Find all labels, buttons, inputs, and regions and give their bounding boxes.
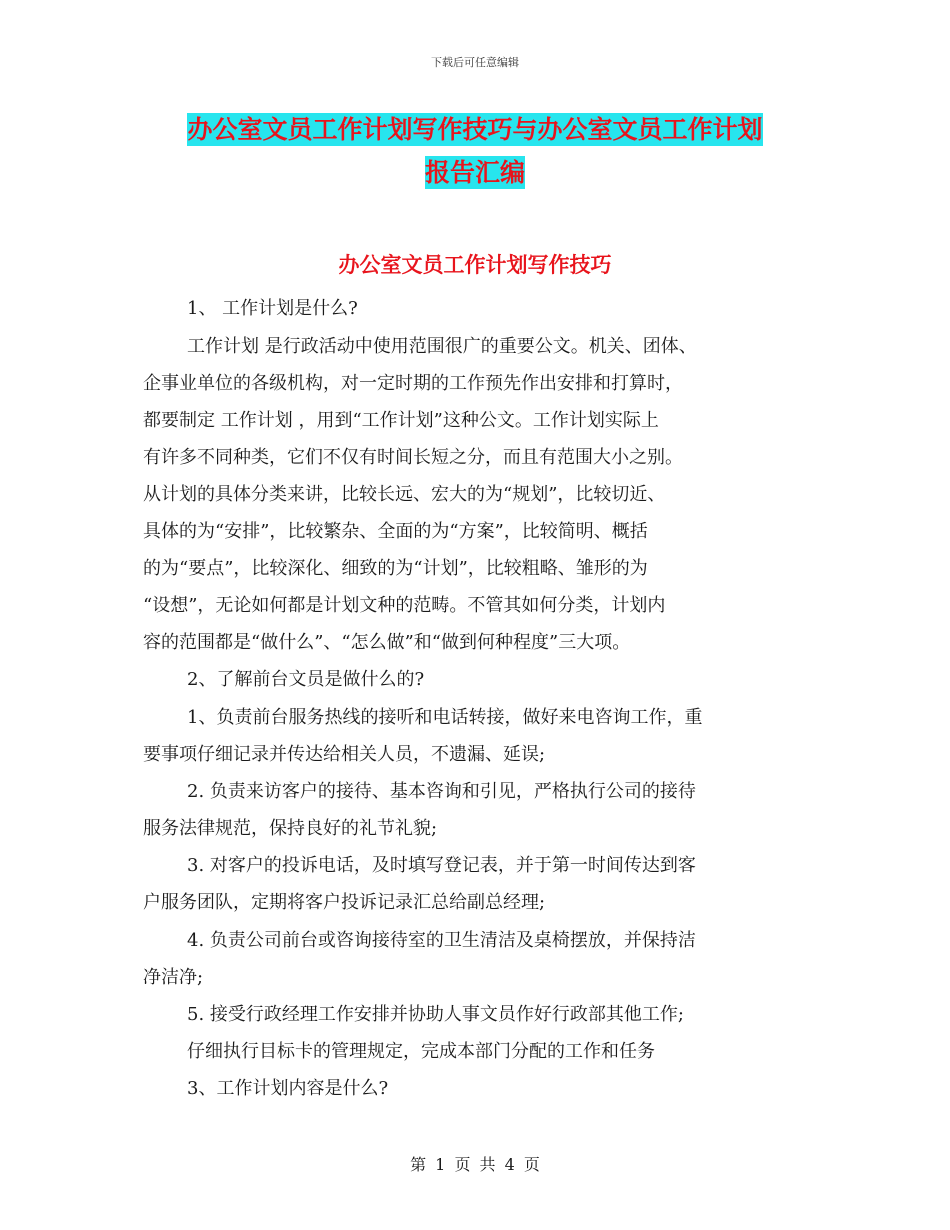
header-note: 下载后可任意编辑 [431,56,519,69]
paragraph-line: 2、了解前台文员是做什么的? [187,669,425,690]
paragraph-line: 从计划的具体分类来讲，比较长远、宏大的为“规划”，比较切近、 [143,484,666,505]
paragraph-line: 仔细执行目标卡的管理规定，完成本部门分配的工作和任务 [187,1041,655,1062]
paragraph-line: 工作计划 是行政活动中使用范围很广的重要公文。机关、团体、 [187,336,697,357]
paragraph-line: 的为“要点”，比较深化、细致的为“计划”，比较粗略、雏形的为 [143,558,648,579]
paragraph-line: 净洁净; [143,967,204,988]
paragraph-line: 3、工作计划内容是什么? [187,1078,389,1099]
page-footer: 第 1 页 共 4 页 [410,1155,540,1174]
paragraph-line: 容的范围都是“做什么”、“怎么做”和“做到何种程度”三大项。 [143,632,631,653]
document-title-line-1 [0,113,950,147]
document-title-text-1: 办公室文员工作计划写作技巧与办公室文员工作计划 [187,115,763,144]
document-title-line-2 [0,156,950,190]
paragraph-line: 3. 对客户的投诉电话，及时填写登记表，并于第一时间传达到客 [187,855,696,876]
paragraph-line: 服务法律规范，保持良好的礼节礼貌; [143,818,438,839]
document-title-text-2: 报告汇编 [424,158,525,187]
paragraph-line: 1、负责前台服务热线的接听和电话转接，做好来电咨询工作，重 [187,707,703,728]
paragraph-line: 户服务团队，定期将客户投诉记录汇总给副总经理; [143,892,546,913]
paragraph-line: 1、 工作计划是什么? [187,298,358,319]
paragraph-line: 企事业单位的各级机构，对一定时期的工作预先作出安排和打算时， [143,373,683,394]
paragraph-line: 具体的为“安排”，比较繁杂、全面的为“方案”，比较简明、概括 [143,521,648,542]
paragraph-line: 有许多不同种类，它们不仅有时间长短之分，而且有范围大小之别。 [143,447,683,468]
section-title: 办公室文员工作计划写作技巧 [338,253,612,277]
paragraph-line: 5. 接受行政经理工作安排并协助人事文员作好行政部其他工作; [187,1004,684,1025]
paragraph-line: 4. 负责公司前台或咨询接待室的卫生清洁及桌椅摆放，并保持洁 [187,930,696,951]
paragraph-line: 2. 负责来访客户的接待、基本咨询和引见，严格执行公司的接待 [187,781,696,802]
paragraph-line: “设想”，无论如何都是计划文种的范畴。不管其如何分类，计划内 [143,595,666,616]
paragraph-line: 要事项仔细记录并传达给相关人员，不遗漏、延误; [143,744,546,765]
paragraph-line: 都要制定 工作计划 ，用到“工作计划”这种公文。工作计划实际上 [143,410,659,431]
